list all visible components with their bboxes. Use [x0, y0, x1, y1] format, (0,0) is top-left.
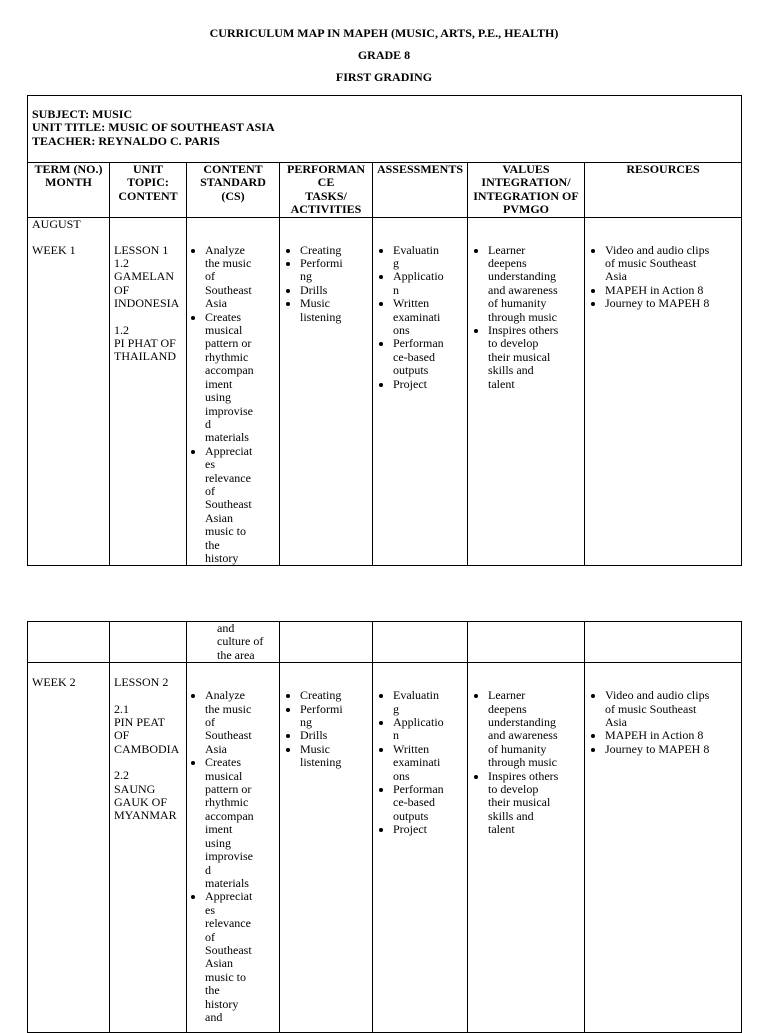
list-item: • Evaluatin g	[393, 689, 463, 716]
list-item: • MAPEH in Action 8	[605, 284, 737, 297]
col-resources-header: RESOURCES	[585, 163, 742, 218]
performance-list	[284, 689, 368, 769]
table-row-week2	[28, 663, 742, 1033]
list-item: • MAPEH in Action 8	[605, 729, 737, 742]
list-item: • Learner deepens understanding and awareness of humanity through music	[488, 244, 580, 324]
list-item: • Inspires others to develop their musical skills and talent	[488, 324, 580, 391]
assessments-list	[377, 244, 463, 391]
table-row-continuation	[28, 622, 742, 663]
standard-list	[191, 689, 275, 1024]
list-item: • Creates musical pattern or rhythmic accompan iment using improvise d materials	[205, 311, 275, 445]
list-item: • Evaluatin g	[393, 244, 463, 271]
grading-label: FIRST GRADING	[335, 70, 433, 84]
list-item: • Music listening	[300, 297, 368, 324]
list-item: • Written examinati ons	[393, 743, 463, 783]
list-item: • Inspires others to develop their musical skills and talent	[488, 770, 580, 837]
list-item: • Written examinati ons	[393, 297, 463, 337]
col-values-header: VALUES INTEGRATION/ INTEGRATION OF PVMGO	[468, 163, 585, 218]
term-cell	[28, 663, 110, 1033]
col-assessments-header: ASSESSMENTS	[373, 163, 468, 218]
list-item: • Applicatio n	[393, 716, 463, 743]
list-item: • Video and audio clips of music Southeast Asia	[605, 244, 737, 284]
week-label: WEEK 1	[32, 243, 76, 258]
standard-cell	[187, 217, 280, 566]
resources-list	[589, 689, 737, 756]
list-item: • Analyze the music of Southeast Asia	[205, 244, 275, 311]
term-cell	[28, 217, 110, 566]
performance-cell	[280, 217, 373, 566]
list-item: • Applicatio n	[393, 270, 463, 297]
resources-cell	[585, 217, 742, 566]
values-cell	[468, 217, 585, 566]
unit-title-label: UNIT TITLE: MUSIC OF SOUTHEAST ASIA	[32, 120, 275, 135]
list-item: • Creating	[300, 244, 368, 257]
col-term-header: TERM (NO.) MONTH	[28, 163, 110, 218]
list-item: • Journey to MAPEH 8	[605, 743, 737, 756]
curriculum-table-1	[27, 95, 742, 566]
table-row-week1	[28, 217, 742, 566]
curriculum-table-2	[27, 621, 742, 1033]
performance-list	[284, 244, 368, 324]
col-standard-header: CONTENT STANDARD (CS)	[187, 163, 280, 218]
topic-cell	[110, 663, 187, 1033]
list-item: • Performi ng	[300, 703, 368, 730]
list-item: • Performan ce-based outputs	[393, 337, 463, 377]
topic-text: LESSON 2 2.1 PIN PEAT OF CAMBODIA 2.2 SAUNG GAUK OF MYANMAR	[114, 675, 180, 823]
list-item: • Project	[393, 823, 463, 836]
standard-continuation-cell	[187, 622, 280, 663]
topic-text: LESSON 1 1.2 GAMELAN OF INDONESIA 1.2 PI PHAT OF THAILAND	[114, 242, 180, 364]
values-list	[472, 689, 580, 836]
teacher-label: TEACHER: REYNALDO C. PARIS	[32, 133, 220, 148]
subject-label: SUBJECT: MUSIC	[32, 107, 133, 121]
week-label: WEEK 2	[32, 675, 76, 690]
list-item: • Drills	[300, 284, 368, 297]
list-item: • Music listening	[300, 743, 368, 770]
list-item: • Performi ng	[300, 257, 368, 284]
col-topic-header: UNIT TOPIC: CONTENT	[110, 163, 187, 218]
list-item: • Learner deepens understanding and awareness of humanity through music	[488, 689, 580, 769]
list-item: • Appreciat es relevance of Southeast Asian music to the history and	[205, 890, 275, 1024]
list-item: • Analyze the music of Southeast Asia	[205, 689, 275, 756]
list-item: • Creating	[300, 689, 368, 702]
standard-list	[191, 244, 275, 566]
topic-cell	[110, 217, 187, 566]
list-item: • Appreciat es relevance of Southeast Asian music to the history	[205, 445, 275, 566]
standard-cell	[187, 663, 280, 1033]
document-title: CURRICULUM MAP IN MAPEH (MUSIC, ARTS, P.E., HEALTH)	[209, 26, 559, 40]
assessments-list	[377, 689, 463, 836]
list-item: • Drills	[300, 729, 368, 742]
resources-list	[589, 244, 737, 311]
resources-cell	[585, 663, 742, 1033]
assessments-cell	[373, 217, 468, 566]
standard-continuation-text: and culture of the area	[217, 621, 264, 662]
values-cell	[468, 663, 585, 1033]
list-item: • Creates musical pattern or rhythmic accompan iment using improvise d materials	[205, 756, 275, 890]
list-item: • Journey to MAPEH 8	[605, 297, 737, 310]
col-performance-header: PERFORMAN CE TASKS/ ACTIVITIES	[280, 163, 373, 218]
month-label: AUGUST	[32, 216, 81, 231]
list-item: • Project	[393, 378, 463, 391]
list-item: • Performan ce-based outputs	[393, 783, 463, 823]
performance-cell	[280, 663, 373, 1033]
grade-label: GRADE 8	[357, 48, 411, 62]
list-item: • Video and audio clips of music Southeast Asia	[605, 689, 737, 729]
assessments-cell	[373, 663, 468, 1033]
unit-info	[28, 96, 742, 163]
values-list	[472, 244, 580, 391]
